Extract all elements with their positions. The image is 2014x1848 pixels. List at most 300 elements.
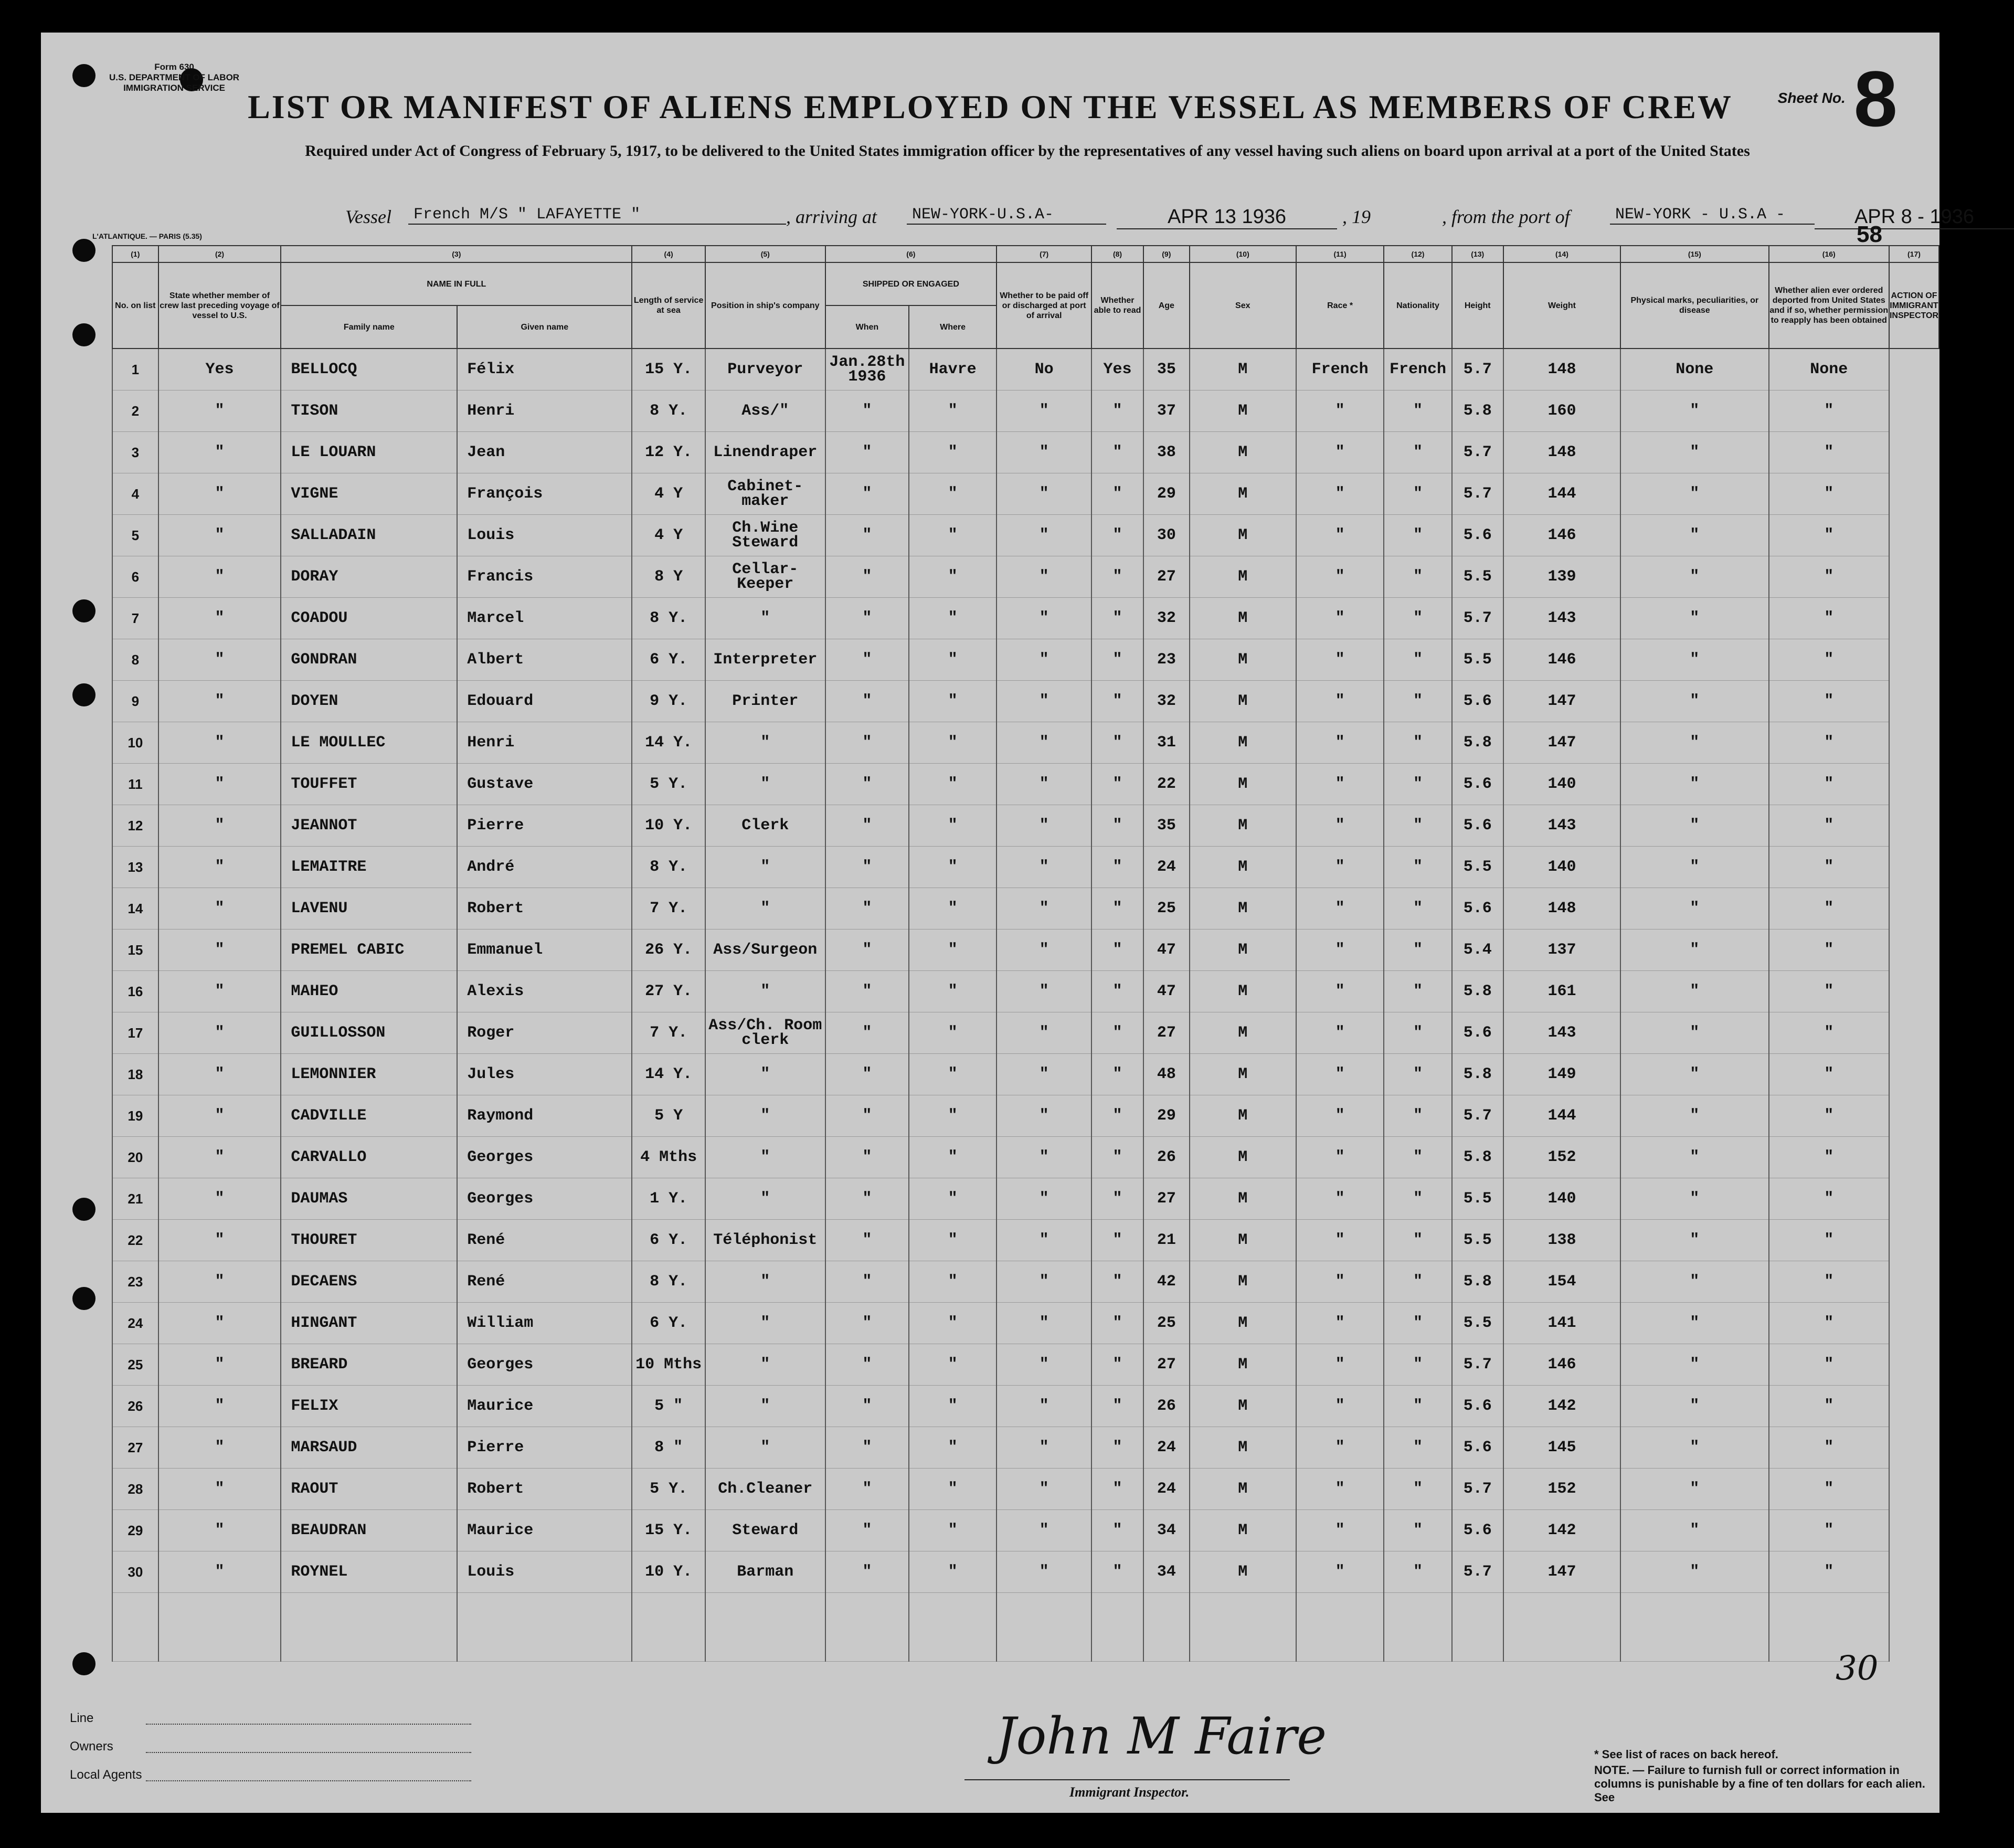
document-subtitle: Required under Act of Congress of February 5, 1917, to be delivered to the United States immigration officer by the representatives of any vessel having such aliens on board upon arrival at a port of the United States — [305, 142, 1750, 160]
row-number: 11 — [112, 764, 158, 805]
deported-cell: " — [1769, 390, 1889, 432]
sex-cell: M — [1190, 556, 1296, 598]
arrival-date-stamp: APR 13 1936 — [1117, 206, 1337, 229]
races-note: * See list of races on back hereof. — [1594, 1748, 1778, 1761]
header-race: Race * — [1296, 262, 1384, 349]
weight-cell: 146 — [1503, 515, 1620, 556]
header-able-to-read: Whether able to read — [1091, 262, 1143, 349]
height-cell: 5.6 — [1452, 888, 1503, 930]
sex-cell: M — [1190, 1012, 1296, 1054]
shipped-where-cell: " — [909, 1012, 997, 1054]
physical-marks-cell: " — [1620, 764, 1769, 805]
height-cell: 5.7 — [1452, 432, 1503, 473]
empty-cell — [1296, 1593, 1384, 1662]
arrival-port: NEW-YORK-U.S.A- — [907, 206, 1106, 225]
header-name-in-full: NAME IN FULL — [281, 262, 632, 305]
punch-hole — [72, 599, 96, 622]
table-row — [112, 1386, 1939, 1427]
header-position: Position in ship's company — [705, 262, 825, 349]
sex-cell: M — [1190, 1427, 1296, 1469]
family-name-cell: PREMEL CABIC — [281, 930, 457, 971]
given-name-cell: Francis — [457, 556, 632, 598]
race-cell: " — [1296, 1054, 1384, 1095]
able-to-read-cell: " — [1091, 1220, 1143, 1261]
race-cell: " — [1296, 1386, 1384, 1427]
physical-marks-cell: " — [1620, 639, 1769, 681]
nationality-cell: French — [1384, 349, 1451, 390]
last-voyage-cell: " — [158, 1551, 281, 1593]
service-length-cell: 4 Mths — [632, 1137, 705, 1178]
paid-off-cell: " — [997, 805, 1091, 847]
paid-off-cell: " — [997, 1012, 1091, 1054]
empty-cell — [1452, 1593, 1503, 1662]
nationality-cell: " — [1384, 1551, 1451, 1593]
race-cell: " — [1296, 1095, 1384, 1137]
paid-off-cell: " — [997, 1469, 1091, 1510]
weight-cell: 147 — [1503, 681, 1620, 722]
col-num: (10) — [1190, 246, 1296, 262]
service-length-cell: 5 Y. — [632, 1469, 705, 1510]
col-num: (14) — [1503, 246, 1620, 262]
sex-cell: M — [1190, 764, 1296, 805]
deported-cell: " — [1769, 1303, 1889, 1344]
nationality-cell: " — [1384, 556, 1451, 598]
nationality-cell: " — [1384, 930, 1451, 971]
physical-marks-cell: " — [1620, 681, 1769, 722]
age-cell: 24 — [1143, 847, 1190, 888]
header-row-1 — [112, 262, 1939, 305]
table-row — [112, 349, 1939, 390]
height-cell: 5.6 — [1452, 1427, 1503, 1469]
last-voyage-cell: " — [158, 1012, 281, 1054]
crew-rows — [112, 349, 1939, 1662]
shipped-where-cell: " — [909, 1054, 997, 1095]
position-cell: Téléphonist — [705, 1220, 825, 1261]
deported-cell: " — [1769, 1137, 1889, 1178]
physical-marks-cell: " — [1620, 473, 1769, 515]
race-cell: " — [1296, 681, 1384, 722]
punch-hole — [72, 1287, 96, 1310]
physical-marks-cell: " — [1620, 1095, 1769, 1137]
shipped-where-cell: " — [909, 847, 997, 888]
position-cell: Ch.Wine Steward — [705, 515, 825, 556]
weight-cell: 142 — [1503, 1510, 1620, 1551]
last-voyage-cell: " — [158, 1386, 281, 1427]
sex-cell: M — [1190, 1303, 1296, 1344]
deported-cell: " — [1769, 847, 1889, 888]
col-num: (1) — [112, 246, 158, 262]
height-cell: 5.7 — [1452, 598, 1503, 639]
shipped-where-cell: " — [909, 930, 997, 971]
paid-off-cell: " — [997, 971, 1091, 1012]
paid-off-cell: " — [997, 1137, 1091, 1178]
position-cell: Purveyor — [705, 349, 825, 390]
able-to-read-cell: " — [1091, 1261, 1143, 1303]
table-row — [112, 764, 1939, 805]
paid-off-cell: No — [997, 349, 1091, 390]
physical-marks-cell: " — [1620, 515, 1769, 556]
given-name-cell: Pierre — [457, 1427, 632, 1469]
empty-cell — [1143, 1593, 1190, 1662]
deported-cell: " — [1769, 1427, 1889, 1469]
document-title: LIST OR MANIFEST OF ALIENS EMPLOYED ON THE VESSEL AS MEMBERS OF CREW — [248, 88, 1733, 125]
deported-cell: " — [1769, 805, 1889, 847]
age-cell: 47 — [1143, 971, 1190, 1012]
service-name: IMMIGRATION SERVICE — [123, 83, 226, 93]
physical-marks-cell: " — [1620, 888, 1769, 930]
height-cell: 5.7 — [1452, 1469, 1503, 1510]
manifest-sheet — [41, 33, 1975, 1813]
nationality-cell: " — [1384, 390, 1451, 432]
able-to-read-cell: " — [1091, 598, 1143, 639]
from-port-label: , from the port of — [1442, 206, 1570, 227]
age-cell: 21 — [1143, 1220, 1190, 1261]
able-to-read-cell: " — [1091, 930, 1143, 971]
last-voyage-cell: " — [158, 473, 281, 515]
given-name-cell: Gustave — [457, 764, 632, 805]
family-name-cell: CARVALLO — [281, 1137, 457, 1178]
paid-off-cell: " — [997, 390, 1091, 432]
shipped-when-cell: " — [825, 847, 909, 888]
corner-number: 58 — [1857, 221, 1882, 247]
deported-cell: " — [1769, 1510, 1889, 1551]
table-row — [112, 1137, 1939, 1178]
header-inspector-action: ACTION OF IMMIGRANT INSPECTOR — [1889, 262, 1939, 349]
race-cell: " — [1296, 639, 1384, 681]
table-row — [112, 515, 1939, 556]
sex-cell: M — [1190, 1178, 1296, 1220]
physical-marks-cell: " — [1620, 1178, 1769, 1220]
row-number: 24 — [112, 1303, 158, 1344]
weight-cell: 149 — [1503, 1054, 1620, 1095]
vessel-line — [345, 206, 1975, 237]
last-voyage-cell: " — [158, 722, 281, 764]
height-cell: 5.8 — [1452, 971, 1503, 1012]
race-cell: " — [1296, 1510, 1384, 1551]
table-row — [112, 598, 1939, 639]
deported-cell: " — [1769, 473, 1889, 515]
last-voyage-cell: " — [158, 764, 281, 805]
paid-off-cell: " — [997, 639, 1091, 681]
able-to-read-cell: " — [1091, 888, 1143, 930]
physical-marks-cell: " — [1620, 805, 1769, 847]
table-row — [112, 432, 1939, 473]
height-cell: 5.5 — [1452, 639, 1503, 681]
shipped-where-cell: " — [909, 432, 997, 473]
shipped-where-cell: " — [909, 1178, 997, 1220]
table-row — [112, 639, 1939, 681]
position-cell: Printer — [705, 681, 825, 722]
last-voyage-cell: " — [158, 1095, 281, 1137]
col-num: (13) — [1452, 246, 1503, 262]
row-number: 5 — [112, 515, 158, 556]
race-cell: " — [1296, 1178, 1384, 1220]
nationality-cell: " — [1384, 1510, 1451, 1551]
sex-cell: M — [1190, 1054, 1296, 1095]
sex-cell: M — [1190, 349, 1296, 390]
physical-marks-cell: " — [1620, 1344, 1769, 1386]
shipped-where-cell: " — [909, 1427, 997, 1469]
nationality-cell: " — [1384, 1261, 1451, 1303]
given-name-cell: Henri — [457, 390, 632, 432]
table-row — [112, 1012, 1939, 1054]
weight-cell: 147 — [1503, 1551, 1620, 1593]
empty-cell — [158, 1593, 281, 1662]
row-number: 15 — [112, 930, 158, 971]
shipped-where-cell: " — [909, 1510, 997, 1551]
paid-off-cell: " — [997, 556, 1091, 598]
last-voyage-cell: " — [158, 971, 281, 1012]
inspector-signature: John M Faire — [996, 1707, 1327, 1766]
sex-cell: M — [1190, 722, 1296, 764]
last-voyage-cell: " — [158, 1469, 281, 1510]
age-cell: 47 — [1143, 930, 1190, 971]
paid-off-cell: " — [997, 1220, 1091, 1261]
physical-marks-cell: " — [1620, 722, 1769, 764]
height-cell: 5.7 — [1452, 1344, 1503, 1386]
shipped-when-cell: " — [825, 1012, 909, 1054]
header-family-name: Family name — [281, 305, 457, 349]
shipped-when-cell: " — [825, 1386, 909, 1427]
shipped-when-cell: " — [825, 1095, 909, 1137]
nationality-cell: " — [1384, 1220, 1451, 1261]
empty-cell — [1384, 1593, 1451, 1662]
height-cell: 5.5 — [1452, 556, 1503, 598]
weight-cell: 137 — [1503, 930, 1620, 971]
paid-off-cell: " — [997, 598, 1091, 639]
row-number: 19 — [112, 1095, 158, 1137]
shipped-when-cell: " — [825, 1137, 909, 1178]
family-name-cell: RAOUT — [281, 1469, 457, 1510]
arriving-label: , arriving at — [786, 206, 877, 227]
row-number: 16 — [112, 971, 158, 1012]
service-length-cell: 6 Y. — [632, 639, 705, 681]
service-length-cell: 14 Y. — [632, 722, 705, 764]
given-name-cell: William — [457, 1303, 632, 1344]
family-name-cell: TOUFFET — [281, 764, 457, 805]
table-row — [112, 1095, 1939, 1137]
service-length-cell: 27 Y. — [632, 971, 705, 1012]
deported-cell: " — [1769, 681, 1889, 722]
family-name-cell: JEANNOT — [281, 805, 457, 847]
shipped-where-cell: " — [909, 722, 997, 764]
race-cell: " — [1296, 515, 1384, 556]
position-cell: " — [705, 888, 825, 930]
shipped-where-cell: " — [909, 1220, 997, 1261]
age-cell: 24 — [1143, 1469, 1190, 1510]
paid-off-cell: " — [997, 432, 1091, 473]
weight-cell: 144 — [1503, 473, 1620, 515]
family-name-cell: LEMAITRE — [281, 847, 457, 888]
table-row — [112, 681, 1939, 722]
sex-cell: M — [1190, 1137, 1296, 1178]
line-label: Line — [70, 1711, 94, 1725]
given-name-cell: Georges — [457, 1137, 632, 1178]
race-cell: " — [1296, 1551, 1384, 1593]
service-length-cell: 1 Y. — [632, 1178, 705, 1220]
last-voyage-cell: " — [158, 847, 281, 888]
row-number: 22 — [112, 1220, 158, 1261]
height-cell: 5.6 — [1452, 515, 1503, 556]
sex-cell: M — [1190, 598, 1296, 639]
printer-note: L'ATLANTIQUE. — PARIS (5.35) — [92, 232, 202, 240]
service-length-cell: 8 Y. — [632, 598, 705, 639]
position-cell: " — [705, 1427, 825, 1469]
age-cell: 24 — [1143, 1427, 1190, 1469]
shipped-where-cell: " — [909, 1137, 997, 1178]
nationality-cell: " — [1384, 1386, 1451, 1427]
weight-cell: 160 — [1503, 390, 1620, 432]
race-cell: " — [1296, 390, 1384, 432]
empty-cell — [825, 1593, 909, 1662]
service-length-cell: 26 Y. — [632, 930, 705, 971]
service-length-cell: 8 Y. — [632, 390, 705, 432]
deported-cell: None — [1769, 349, 1889, 390]
able-to-read-cell: " — [1091, 390, 1143, 432]
race-cell: " — [1296, 556, 1384, 598]
able-to-read-cell: " — [1091, 1054, 1143, 1095]
header-height: Height — [1452, 262, 1503, 349]
col-num: (12) — [1384, 246, 1451, 262]
note-label: NOTE. — — [1594, 1763, 1645, 1777]
sex-cell: M — [1190, 681, 1296, 722]
age-cell: 32 — [1143, 681, 1190, 722]
weight-cell: 140 — [1503, 847, 1620, 888]
race-cell: " — [1296, 1427, 1384, 1469]
sex-cell: M — [1190, 1551, 1296, 1593]
weight-cell: 148 — [1503, 432, 1620, 473]
fine-note — [1594, 1763, 1930, 1804]
height-cell: 5.6 — [1452, 805, 1503, 847]
age-cell: 48 — [1143, 1054, 1190, 1095]
height-cell: 5.7 — [1452, 1095, 1503, 1137]
physical-marks-cell: " — [1620, 1427, 1769, 1469]
height-cell: 5.7 — [1452, 1551, 1503, 1593]
deported-cell: " — [1769, 1469, 1889, 1510]
service-length-cell: 10 Y. — [632, 1551, 705, 1593]
col-num: (6) — [825, 246, 997, 262]
able-to-read-cell: " — [1091, 681, 1143, 722]
able-to-read-cell: " — [1091, 722, 1143, 764]
physical-marks-cell: " — [1620, 1510, 1769, 1551]
table-row — [112, 805, 1939, 847]
col-num: (15) — [1620, 246, 1769, 262]
weight-cell: 139 — [1503, 556, 1620, 598]
height-cell: 5.7 — [1452, 473, 1503, 515]
family-name-cell: BREARD — [281, 1344, 457, 1386]
service-length-cell: 8 Y. — [632, 847, 705, 888]
table-row — [112, 1469, 1939, 1510]
sex-cell: M — [1190, 1469, 1296, 1510]
shipped-where-cell: " — [909, 639, 997, 681]
family-name-cell: COADOU — [281, 598, 457, 639]
weight-cell: 143 — [1503, 1012, 1620, 1054]
physical-marks-cell: " — [1620, 1303, 1769, 1344]
shipped-when-cell: " — [825, 1427, 909, 1469]
race-cell: French — [1296, 349, 1384, 390]
sex-cell: M — [1190, 1344, 1296, 1386]
able-to-read-cell: " — [1091, 1551, 1143, 1593]
family-name-cell: DORAY — [281, 556, 457, 598]
row-number: 14 — [112, 888, 158, 930]
paid-off-cell: " — [997, 1386, 1091, 1427]
able-to-read-cell: " — [1091, 1303, 1143, 1344]
able-to-read-cell: " — [1091, 1012, 1143, 1054]
given-name-cell: Albert — [457, 639, 632, 681]
deported-cell: " — [1769, 1012, 1889, 1054]
table-row — [112, 1510, 1939, 1551]
row-number: 4 — [112, 473, 158, 515]
height-cell: 5.7 — [1452, 349, 1503, 390]
shipped-where-cell: " — [909, 390, 997, 432]
departure-port: NEW-YORK - U.S.A - — [1610, 206, 1815, 225]
age-cell: 27 — [1143, 1012, 1190, 1054]
shipped-when-cell: " — [825, 681, 909, 722]
deported-cell: " — [1769, 1261, 1889, 1303]
family-name-cell: MARSAUD — [281, 1427, 457, 1469]
position-cell: " — [705, 764, 825, 805]
vessel-name: French M/S " LAFAYETTE " — [408, 206, 786, 225]
family-name-cell: LE MOULLEC — [281, 722, 457, 764]
height-cell: 5.4 — [1452, 930, 1503, 971]
shipped-where-cell: " — [909, 1386, 997, 1427]
family-name-cell: CADVILLE — [281, 1095, 457, 1137]
nationality-cell: " — [1384, 764, 1451, 805]
height-cell: 5.5 — [1452, 1303, 1503, 1344]
empty-cell — [457, 1593, 632, 1662]
family-name-cell: MAHEO — [281, 971, 457, 1012]
given-name-cell: Marcel — [457, 598, 632, 639]
able-to-read-cell: " — [1091, 556, 1143, 598]
header-physical-marks: Physical marks, peculiarities, or disease — [1620, 262, 1769, 349]
race-cell: " — [1296, 847, 1384, 888]
shipped-when-cell: " — [825, 1220, 909, 1261]
given-name-cell: Raymond — [457, 1095, 632, 1137]
position-cell: Ass/Surgeon — [705, 930, 825, 971]
inspector-caption: Immigrant Inspector. — [1069, 1784, 1190, 1800]
given-name-cell: Georges — [457, 1344, 632, 1386]
height-cell: 5.5 — [1452, 1178, 1503, 1220]
given-name-cell: René — [457, 1220, 632, 1261]
nationality-cell: " — [1384, 432, 1451, 473]
physical-marks-cell: " — [1620, 1012, 1769, 1054]
paid-off-cell: " — [997, 473, 1091, 515]
able-to-read-cell: Yes — [1091, 349, 1143, 390]
deported-cell: " — [1769, 1220, 1889, 1261]
row-number: 1 — [112, 349, 158, 390]
age-cell: 27 — [1143, 1178, 1190, 1220]
age-cell: 27 — [1143, 1344, 1190, 1386]
family-name-cell: DAUMAS — [281, 1178, 457, 1220]
given-name-cell: Edouard — [457, 681, 632, 722]
table-row — [112, 930, 1939, 971]
family-name-cell: BELLOCQ — [281, 349, 457, 390]
nationality-cell: " — [1384, 598, 1451, 639]
table-row — [112, 1551, 1939, 1593]
deported-cell: " — [1769, 639, 1889, 681]
nationality-cell: " — [1384, 473, 1451, 515]
service-length-cell: 8 " — [632, 1427, 705, 1469]
weight-cell: 138 — [1503, 1220, 1620, 1261]
race-cell: " — [1296, 722, 1384, 764]
empty-cell — [1091, 1593, 1143, 1662]
last-voyage-cell: " — [158, 1510, 281, 1551]
col-num: (4) — [632, 246, 705, 262]
punch-hole — [72, 323, 96, 346]
shipped-when-cell: " — [825, 971, 909, 1012]
shipped-when-cell: " — [825, 1344, 909, 1386]
race-cell: " — [1296, 1137, 1384, 1178]
